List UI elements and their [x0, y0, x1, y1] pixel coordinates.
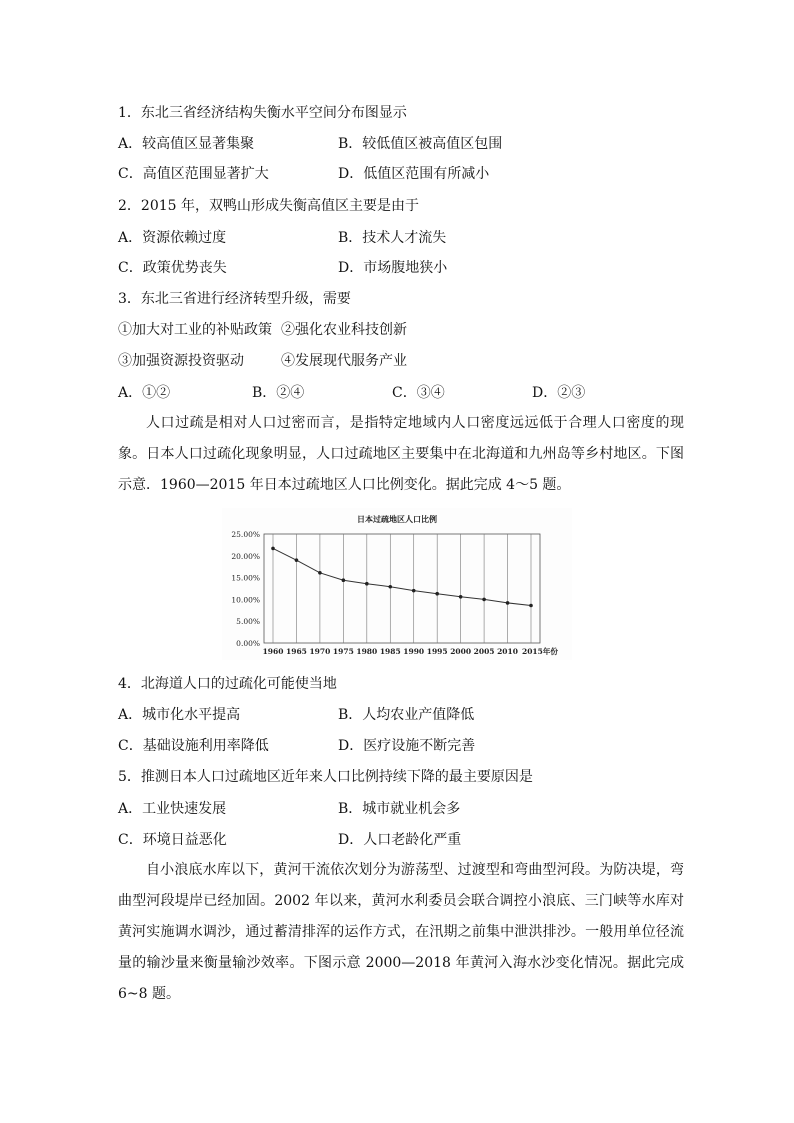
question-3-option-a: A．①②	[118, 385, 171, 401]
series-line	[273, 548, 531, 605]
x-tick-label: 2005	[473, 647, 495, 656]
question-3-stem: 3．东北三省进行经济转型升级，需要	[118, 291, 351, 307]
question-4-option-a: A．城市化水平提高	[118, 707, 241, 723]
question-5-option-c: C．环境日益恶化	[118, 832, 227, 848]
question-2-option-a: A．资源依赖过度	[118, 230, 227, 246]
passage-overpopulation: 人口过疏是相对人口过密而言，是指特定地域内人口密度远远低于合理人口密度的现象。日本人口过疏化现象明显，人口过疏地区主要集中在北海道和九州岛等乡村地区。下图示意．1960—2015 年日本过疏地区人口比例变化。据此完成 4～5 题。	[118, 415, 684, 493]
question-3-option-b: B．②④	[252, 385, 305, 401]
question-4-stem: 4．北海道人口的过疏化可能使当地	[118, 676, 337, 692]
y-tick-label: 0.00%	[236, 639, 260, 648]
question-4-option-c: C．基础设施利用率降低	[118, 738, 269, 754]
y-tick-label: 5.00%	[236, 617, 260, 627]
x-tick-label: 2000	[450, 647, 472, 656]
chart-title: 日本过疏地区人口比例	[357, 514, 437, 524]
data-point	[482, 598, 486, 602]
data-point	[435, 592, 439, 596]
question-3-item-4: ④发展现代服务产业	[281, 353, 407, 369]
data-point	[506, 601, 510, 605]
question-5-stem: 5．推测日本人口过疏地区近年来人口比例持续下降的最主要原因是	[118, 769, 533, 785]
question-2-option-c: C．政策优势丧失	[118, 260, 227, 276]
question-5-option-b: B．城市就业机会多	[338, 801, 461, 817]
question-3-item-2: ②强化农业科技创新	[281, 322, 407, 338]
data-point	[318, 571, 322, 575]
x-tick-label: 1970	[309, 647, 331, 656]
data-point	[271, 547, 275, 551]
y-tick-label: 20.00%	[231, 551, 260, 561]
y-tick-label: 10.00%	[231, 595, 260, 605]
question-3-option-d: D．②③	[532, 385, 586, 401]
x-tick-label: 2015年份	[522, 647, 558, 656]
x-tick-label: 1995	[426, 647, 448, 656]
question-5-option-a: A．工业快速发展	[118, 801, 227, 817]
population-ratio-chart	[222, 508, 572, 660]
question-2-option-b: B．技术人才流失	[338, 230, 447, 246]
data-point	[342, 578, 346, 582]
question-1-stem: 1．东北三省经济结构失衡水平空间分布图显示	[118, 105, 407, 121]
chart-svg	[222, 508, 572, 660]
data-point	[295, 558, 299, 562]
data-point	[529, 604, 533, 608]
x-tick-label: 1980	[356, 647, 378, 656]
question-2-option-d: D．市场腹地狭小	[338, 260, 448, 276]
passage-yellow-river: 自小浪底水库以下，黄河干流依次划分为游荡型、过渡型和弯曲型河段。为防决堤，弯曲型河段堤岸已经加固。2002 年以来，黄河水利委员会联合调控小浪底、三门峡等水库对黄河实施调水调沙，通过蓄清排浑的运作方式，在汛期之前集中泄洪排沙。一般用单位径流量的输沙量来衡量输沙效率。下图示意 2000—2018 年黄河入海水沙变化情况。据此完成 6~8 题。	[118, 862, 684, 1002]
question-5-option-d: D．人口老龄化严重	[338, 832, 462, 848]
question-3-option-c: C．③④	[392, 385, 445, 401]
question-1-option-b: B．较低值区被高值区包围	[338, 136, 503, 152]
question-4-option-d: D．医疗设施不断完善	[338, 738, 476, 754]
x-tick-label: 1985	[379, 647, 401, 656]
x-tick-label: 1990	[403, 647, 425, 656]
question-3-item-3: ③加强资源投资驱动	[118, 353, 244, 369]
data-point	[388, 585, 392, 589]
question-2-stem: 2．2015 年，双鸭山形成失衡高值区主要是由于	[118, 198, 419, 214]
question-4-option-b: B．人均农业产值降低	[338, 707, 475, 723]
x-tick-label: 2010	[497, 647, 518, 656]
question-1-option-d: D．低值区范围有所减小	[338, 166, 490, 182]
question-1-option-c: C．高值区范围显著扩大	[118, 166, 269, 182]
data-point	[365, 582, 369, 586]
x-tick-label: 1965	[286, 647, 307, 656]
question-3-item-1: ①加大对工业的补贴政策	[118, 322, 272, 338]
y-tick-label: 25.00%	[231, 530, 260, 539]
x-tick-label: 1960	[262, 647, 284, 656]
data-point	[412, 589, 416, 593]
data-point	[459, 595, 463, 599]
x-tick-label: 1975	[332, 647, 354, 656]
y-tick-label: 15.00%	[231, 573, 260, 583]
question-1-option-a: A．较高值区显著集聚	[118, 136, 255, 152]
